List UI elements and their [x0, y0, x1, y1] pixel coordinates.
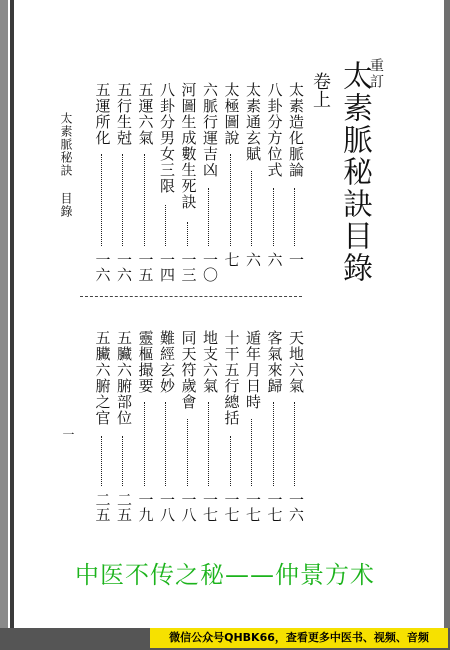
toc-page-number: 一五: [136, 252, 155, 282]
toc-entry-title: 八卦分男女三限: [158, 82, 176, 194]
toc-leader-dots: [294, 402, 295, 486]
scan-right-edge: [444, 0, 450, 650]
toc-page-number: 一〇: [201, 252, 219, 282]
toc-page-number: 一六: [115, 252, 133, 282]
toc-entry-title: 靈樞撮要: [136, 330, 155, 394]
margin-page-number: 一: [61, 428, 75, 440]
toc-page-number: 一七: [244, 492, 262, 522]
toc-entry-title: 天地六氣: [287, 330, 305, 394]
toc-page-number: 一九: [136, 492, 155, 522]
toc-leader-dots: [122, 436, 123, 486]
toc-page-number: 二五: [115, 492, 133, 522]
toc-leader-dots: [187, 222, 188, 246]
toc-leader-dots: [101, 436, 102, 486]
toc-entry-title: 地支六氣: [201, 330, 219, 394]
toc-page-number: 一: [287, 252, 305, 267]
toc-page-number: 一七: [201, 492, 219, 522]
toc-leader-dots: [122, 154, 123, 246]
toc-leader-dots: [251, 419, 252, 486]
toc-page-number: 六: [265, 252, 284, 267]
toc-leader-dots: [187, 419, 188, 486]
toc-page-number: 一六: [93, 252, 112, 282]
toc-leader-dots: [208, 188, 209, 246]
toc-leader-dots: [230, 154, 231, 246]
toc-leader-dots: [273, 402, 274, 486]
toc-entry-title: 太極圖說: [222, 82, 241, 146]
toc-page-number: 一四: [158, 252, 176, 282]
toc-leader-dots: [251, 171, 252, 246]
toc-entry-title: 八卦分方位式: [265, 82, 284, 178]
toc-page-number: 一八: [179, 492, 198, 522]
toc-entry-title: 難經玄妙: [158, 330, 176, 394]
toc-entry-title: 五行生尅: [115, 82, 133, 146]
toc-entry-title: 太素通玄賦: [244, 82, 262, 162]
toc-leader-dots: [101, 154, 102, 246]
toc-page-number: 一七: [222, 492, 241, 522]
toc-leader-dots: [165, 205, 166, 246]
toc-leader-dots: [144, 154, 145, 246]
toc-leader-dots: [294, 188, 295, 246]
margin-title: 太素脈秘訣 目錄: [59, 112, 73, 218]
toc-leader-dots: [165, 402, 166, 486]
toc-page-number: 七: [222, 252, 241, 267]
toc-entry-title: 客氣來歸: [265, 330, 284, 394]
toc-leader-dots: [208, 402, 209, 486]
toc-page-number: 一八: [158, 492, 176, 522]
scan-gutter: [10, 0, 14, 628]
toc-page-number: 一三: [179, 252, 198, 282]
toc-entry-title: 五運所化: [93, 82, 112, 146]
toc-page-number: 一七: [265, 492, 284, 522]
volume-label: 卷上: [310, 72, 331, 108]
promo-banner: 中医不传之秘——仲景方术: [75, 561, 375, 589]
toc-page-number: 一六: [287, 492, 305, 522]
toc-entry-title: 同天符歲會: [179, 330, 198, 410]
toc-entry-title: 河圖生成數生死訣: [179, 82, 198, 210]
book-subtitle: 重訂: [368, 58, 384, 90]
toc-page-number: 二五: [93, 492, 112, 522]
section-divider: [80, 296, 302, 297]
toc-leader-dots: [230, 436, 231, 486]
scan-left-edge: [0, 0, 8, 650]
toc-entry-title: 五臟六腑之官: [93, 330, 112, 426]
toc-entry-title: 五運六氣: [136, 82, 155, 146]
toc-entry-title: 五臟六腑部位: [115, 330, 133, 426]
book-title: 太素脈秘訣目錄: [337, 60, 372, 284]
toc-entry-title: 六脈行運吉凶: [201, 82, 219, 178]
wechat-watermark: 微信公众号QHBK66，查看更多中医书、视频、音频: [150, 628, 448, 648]
toc-page-number: 六: [244, 252, 262, 267]
toc-entry-title: 遁年月日時: [244, 330, 262, 410]
toc-leader-dots: [144, 402, 145, 486]
toc-leader-dots: [273, 188, 274, 246]
toc-entry-title: 十干五行總括: [222, 330, 241, 426]
toc-entry-title: 太素造化脈論: [287, 82, 305, 178]
